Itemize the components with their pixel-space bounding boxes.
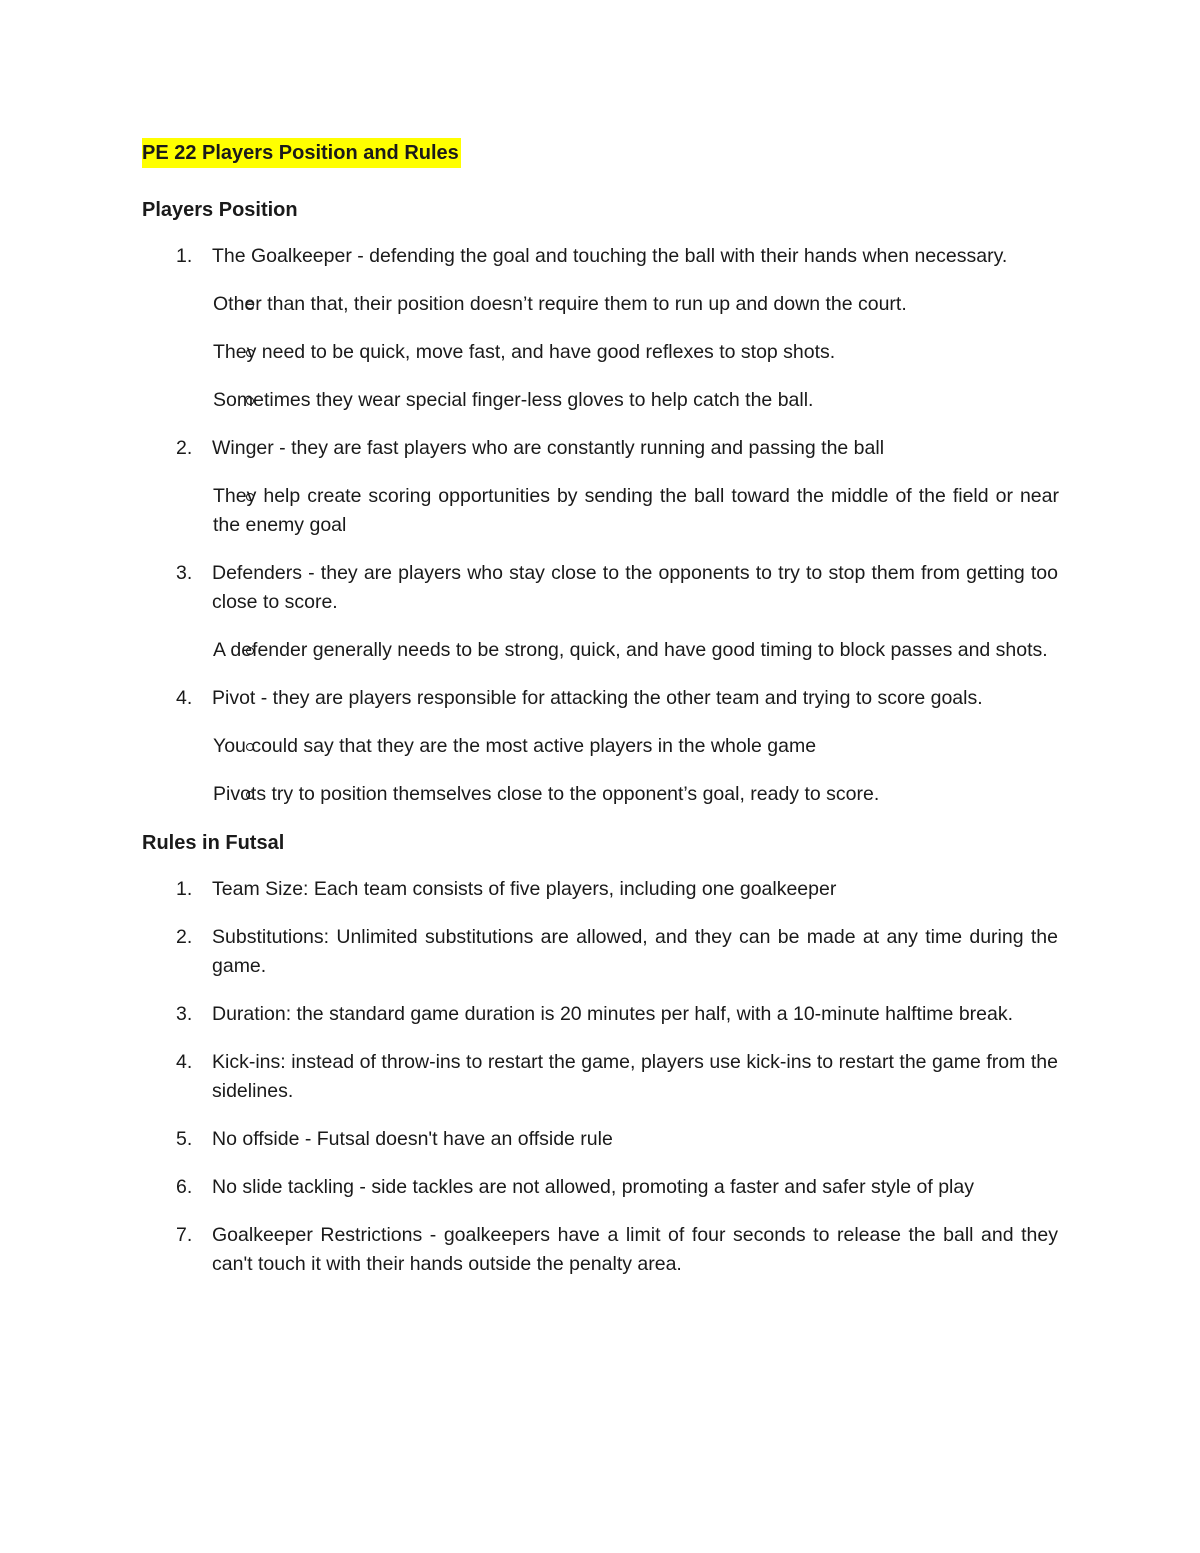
sub-item — [142, 482, 1059, 540]
sub-item — [142, 338, 1059, 367]
list-number: 3. — [176, 562, 193, 584]
rule-item — [142, 1173, 1058, 1202]
rules-list — [142, 875, 1058, 1279]
list-number: 4. — [176, 1051, 193, 1073]
circle-bullet-icon — [246, 791, 254, 799]
sub-item — [142, 386, 1059, 415]
sub-item-text: A defender generally needs to be strong, quick, and have good timing to block passes and shots. — [213, 639, 1048, 661]
sub-item — [142, 732, 1059, 761]
position-text: Defenders - they are players who stay close to the opponents to try to stop them from getting too close to score. — [212, 562, 1058, 613]
sub-item-text: Other than that, their position doesn’t require them to run up and down the court. — [213, 293, 907, 315]
circle-bullet-icon — [246, 397, 254, 405]
position-sub-list — [212, 636, 1128, 665]
circle-bullet-icon — [246, 493, 254, 501]
position-item — [142, 434, 1058, 540]
position-item — [142, 559, 1058, 665]
circle-bullet-icon — [246, 647, 254, 655]
sub-item-text: Sometimes they wear special finger-less gloves to help catch the ball. — [213, 389, 814, 411]
rule-text: No offside - Futsal doesn't have an offside rule — [212, 1128, 613, 1150]
circle-bullet-icon — [246, 743, 254, 751]
rule-item — [142, 875, 1058, 904]
position-sub-list — [212, 290, 1128, 415]
rule-item — [142, 1048, 1058, 1106]
document-title: PE 22 Players Position and Rules — [142, 138, 461, 168]
list-number: 2. — [176, 437, 193, 459]
rule-text: Goalkeeper Restrictions - goalkeepers have a limit of four seconds to release the ball and they can't touch it with their hands outside the penalty area. — [212, 1224, 1058, 1275]
rule-item — [142, 923, 1058, 981]
rule-text: Team Size: Each team consists of five players, including one goalkeeper — [212, 878, 837, 900]
list-number: 7. — [176, 1224, 193, 1246]
list-number: 2. — [176, 926, 193, 948]
rules-heading: Rules in Futsal — [142, 832, 285, 854]
position-text: The Goalkeeper - defending the goal and touching the ball with their hands when necessary. — [212, 245, 1008, 267]
rule-text: Duration: the standard game duration is 20 minutes per half, with a 10-minute halftime break. — [212, 1003, 1014, 1025]
list-number: 1. — [176, 878, 193, 900]
players-position-list — [142, 242, 1058, 809]
list-number: 3. — [176, 1003, 193, 1025]
position-item — [142, 684, 1058, 809]
list-number: 6. — [176, 1176, 193, 1198]
sub-item-text: They help create scoring opportunities by sending the ball toward the middle of the field or near the enemy goal — [213, 485, 1059, 536]
circle-bullet-icon — [246, 349, 254, 357]
sub-item — [142, 780, 1059, 809]
position-text: Winger - they are fast players who are constantly running and passing the ball — [212, 437, 885, 459]
rule-item — [142, 1125, 1058, 1154]
position-sub-list — [212, 732, 1128, 809]
list-number: 4. — [176, 687, 193, 709]
rule-text: Substitutions: Unlimited substitutions are allowed, and they can be made at any time during the game. — [212, 926, 1058, 977]
rule-text: No slide tackling - side tackles are not allowed, promoting a faster and safer style of play — [212, 1176, 974, 1198]
players-position-heading: Players Position — [142, 199, 298, 221]
rule-item — [142, 1221, 1058, 1279]
position-text: Pivot - they are players responsible for attacking the other team and trying to score goals. — [212, 687, 983, 709]
list-number: 1. — [176, 245, 193, 267]
document-page — [142, 138, 1058, 1298]
circle-bullet-icon — [246, 301, 254, 309]
sub-item — [142, 290, 1059, 319]
sub-item-text: Pivots try to position themselves close to the opponent’s goal, ready to score. — [213, 783, 880, 805]
rule-item — [142, 1000, 1058, 1029]
sub-item-text: They need to be quick, move fast, and have good reflexes to stop shots. — [213, 341, 836, 363]
list-number: 5. — [176, 1128, 193, 1150]
rule-text: Kick-ins: instead of throw-ins to restart the game, players use kick-ins to restart the game from the sidelines. — [212, 1051, 1058, 1102]
sub-item — [142, 636, 1059, 665]
sub-item-text: You could say that they are the most active players in the whole game — [213, 735, 817, 757]
position-item — [142, 242, 1058, 415]
position-sub-list — [212, 482, 1128, 540]
